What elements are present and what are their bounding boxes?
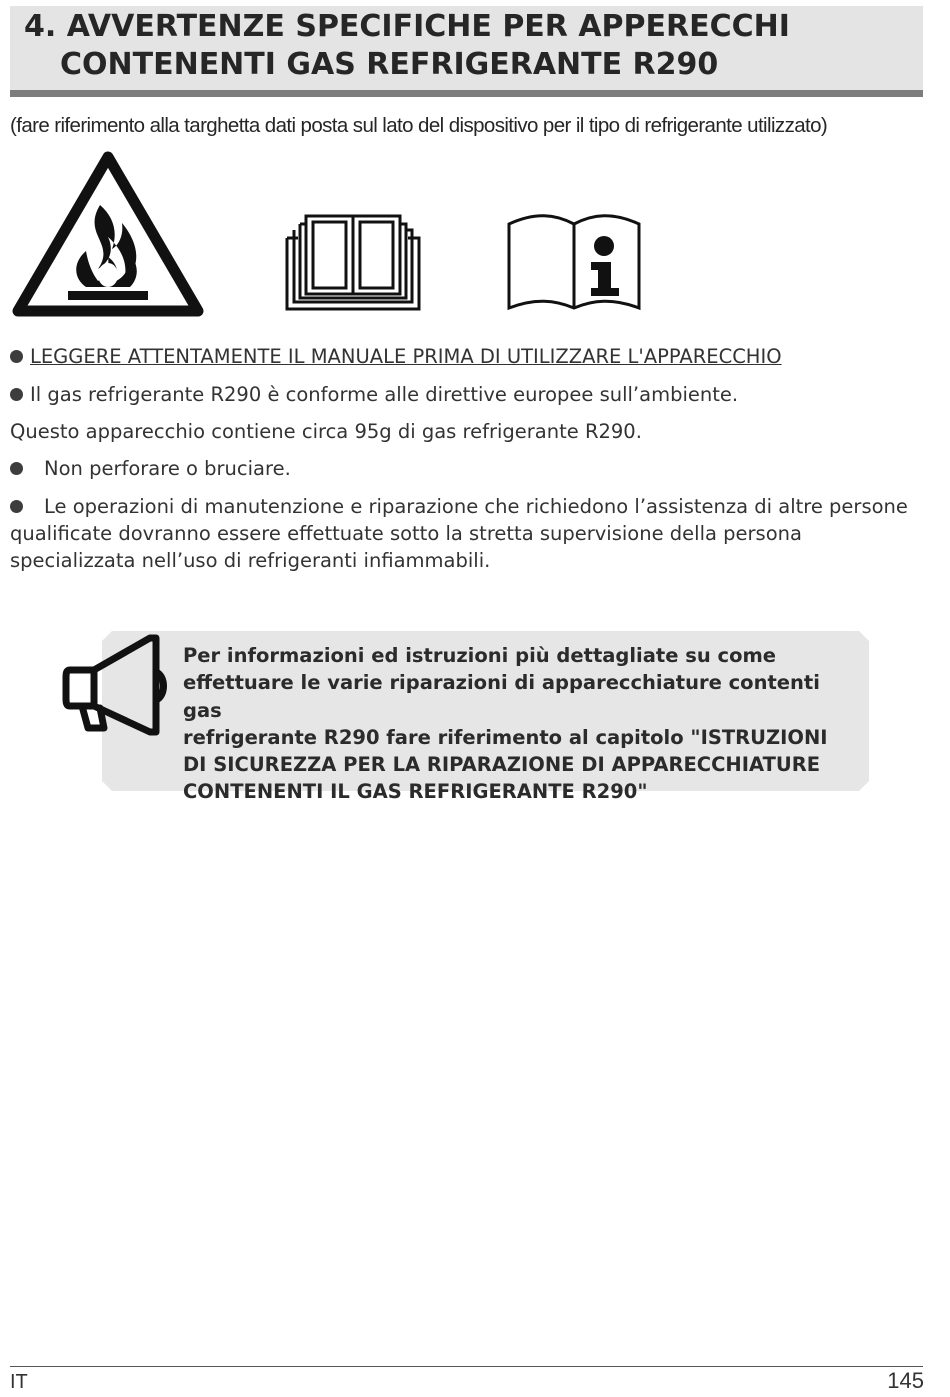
bullet-icon xyxy=(10,462,23,475)
list-item xyxy=(10,455,925,482)
bullet-icon xyxy=(10,388,23,401)
megaphone-icon xyxy=(62,632,174,740)
refrigerant-note-subtitle: (fare riferimento alla targhetta dati posta sul lato del dispositivo per il tipo di refrigerante utilizzato) xyxy=(10,114,828,137)
callout-line: Per informazioni ed istruzioni più dettagliate su come xyxy=(183,644,777,667)
no-pierce-text: Non perforare o bruciare. xyxy=(44,457,291,480)
information-manual-icon xyxy=(505,210,643,312)
maintenance-text: Le operazioni di manutenzione e riparazione che richiedono l’assistenza di altre persone qualificate dovranno essere effettuate sotto la stretta supervisione della persona specializzata nell’uso di refrigeranti infiammabili. xyxy=(10,495,908,572)
section-title-line1: 4. AVVERTENZE SPECIFICHE PER APPERECCHI xyxy=(24,9,790,44)
list-item xyxy=(10,381,925,408)
list-item xyxy=(10,493,925,574)
section-title xyxy=(24,8,904,84)
section-title-line2: CONTENENTI GAS REFRIGERANTE R290 xyxy=(60,47,719,82)
section-header-rule xyxy=(10,90,923,97)
footer-language: IT xyxy=(10,1371,28,1393)
bullet-icon xyxy=(10,500,23,513)
read-manual-warning: LEGGERE ATTENTAMENTE IL MANUALE PRIMA DI UTILIZZARE L'APPARECCHIO xyxy=(30,345,782,368)
list-item xyxy=(10,343,925,370)
callout-line: refrigerante R290 fare riferimento al capitolo "ISTRUZIONI xyxy=(183,725,828,749)
flammable-warning-icon xyxy=(12,151,204,319)
footer-rule xyxy=(10,1366,923,1367)
read-manual-icon xyxy=(284,214,422,312)
gas-quantity-text: Questo apparecchio contiene circa 95g di gas refrigerante R290. xyxy=(10,420,642,443)
gas-compliance-text: Il gas refrigerante R290 è conforme alle direttive europee sull’ambiente. xyxy=(30,383,739,406)
callout-text xyxy=(183,642,863,806)
page-number: 145 xyxy=(887,1368,924,1393)
bullet-icon xyxy=(10,350,23,363)
callout-line: effettuare le varie riparazioni di apparecchiature contenti gas xyxy=(183,671,820,722)
callout-line: CONTENENTI IL GAS REFRIGERANTE R290" xyxy=(183,780,648,804)
callout-line: DI SICUREZZA PER LA RIPARAZIONE DI APPARECCHIATURE xyxy=(183,753,821,777)
